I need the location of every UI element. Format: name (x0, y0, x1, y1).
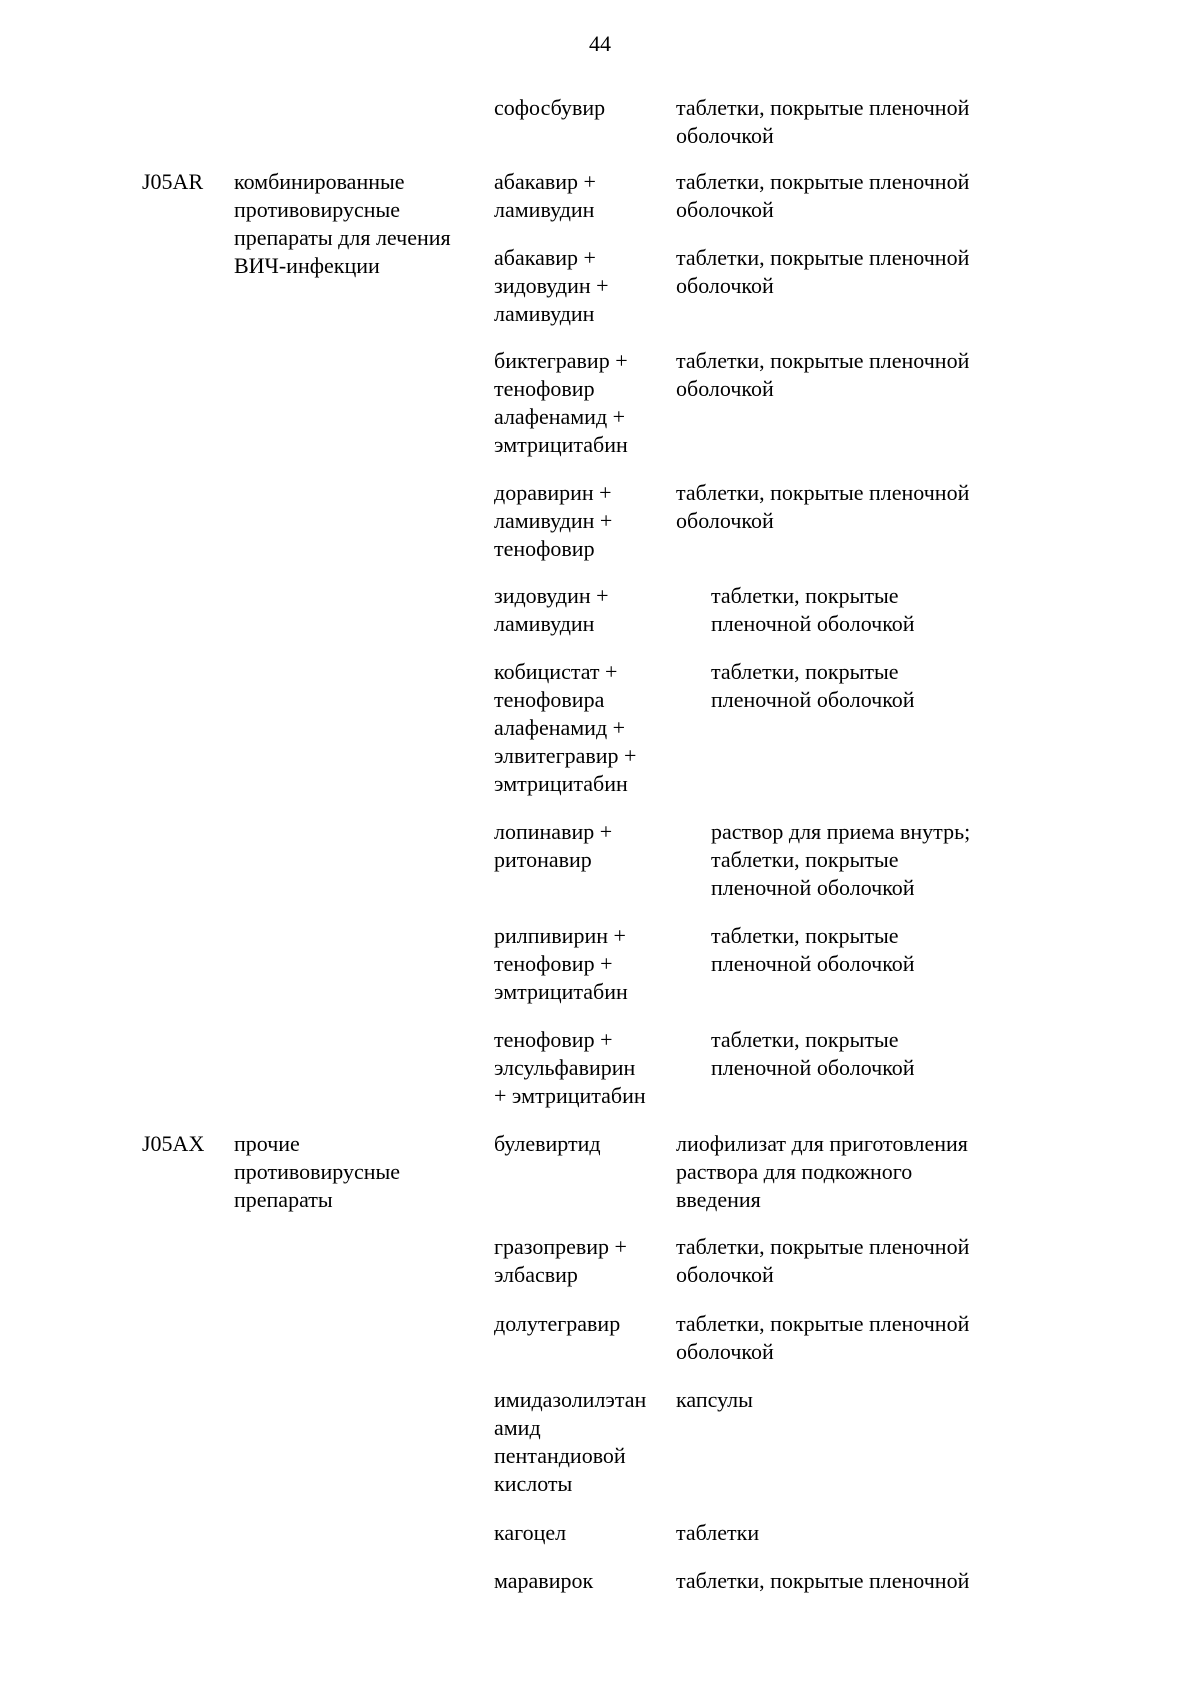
dosage-form: таблетки, покрытые пленочной оболочкой (711, 923, 915, 976)
dosage-form: таблетки, покрытые пленочной оболочкой (676, 1311, 970, 1364)
drug-name: абакавир + ламивудин (494, 169, 596, 222)
drug-name: булевиртид (494, 1131, 601, 1156)
drug-name: биктегравир + тенофовир алафенамид + эмтрицитабин (494, 348, 628, 457)
dosage-form: таблетки, покрытые пленочной оболочкой (676, 480, 970, 533)
drug-name: гразопревир + элбасвир (494, 1234, 627, 1287)
dosage-form: капсулы (676, 1387, 753, 1412)
drug-name: имидазолилэтан амид пентандиовой кислоты (494, 1387, 647, 1496)
dosage-form: лиофилизат для приготовления раствора для подкожного введения (676, 1131, 968, 1212)
atc-group-name: прочие противовирусные препараты (234, 1131, 401, 1212)
dosage-form: таблетки, покрытые пленочной оболочкой (676, 348, 970, 401)
dosage-form: таблетки, покрытые пленочной оболочкой (711, 1027, 915, 1080)
drug-name: зидовудин + ламивудин (494, 583, 609, 636)
drug-name: софосбувир (494, 95, 606, 120)
dosage-form: таблетки, покрытые пленочной оболочкой (676, 1234, 970, 1287)
drug-name: доравирин + ламивудин + тенофовир (494, 480, 613, 561)
drug-name: кобицистат + тенофовира алафенамид + элвитегравир + эмтрицитабин (494, 659, 637, 796)
drug-name: долутегравир (494, 1311, 621, 1336)
drug-name: маравирок (494, 1568, 594, 1593)
atc-code: J05AX (142, 1131, 205, 1156)
dosage-form: таблетки, покрытые пленочной оболочкой (711, 659, 915, 712)
page-number: 44 (589, 31, 611, 56)
drug-name: кагоцел (494, 1520, 567, 1545)
dosage-form: таблетки (676, 1520, 760, 1545)
dosage-form: таблетки, покрытые пленочной оболочкой (676, 169, 970, 222)
atc-group-name: комбинированные противовирусные препараты для лечения ВИЧ-инфекции (234, 169, 451, 278)
dosage-form: таблетки, покрытые пленочной оболочкой (676, 245, 970, 298)
drug-name: абакавир + зидовудин + ламивудин (494, 245, 609, 326)
dosage-form: таблетки, покрытые пленочной оболочкой (676, 95, 970, 148)
dosage-form: раствор для приема внутрь; таблетки, покрытые пленочной оболочкой (711, 819, 971, 900)
drug-name: рилпивирин + тенофовир + эмтрицитабин (494, 923, 628, 1004)
dosage-form: таблетки, покрытые пленочной (676, 1568, 970, 1593)
atc-code: J05AR (142, 169, 204, 194)
dosage-form: таблетки, покрытые пленочной оболочкой (711, 583, 915, 636)
drug-name: лопинавир + ритонавир (494, 819, 613, 872)
drug-name: тенофовир + элсульфавирин + эмтрицитабин (494, 1027, 646, 1108)
